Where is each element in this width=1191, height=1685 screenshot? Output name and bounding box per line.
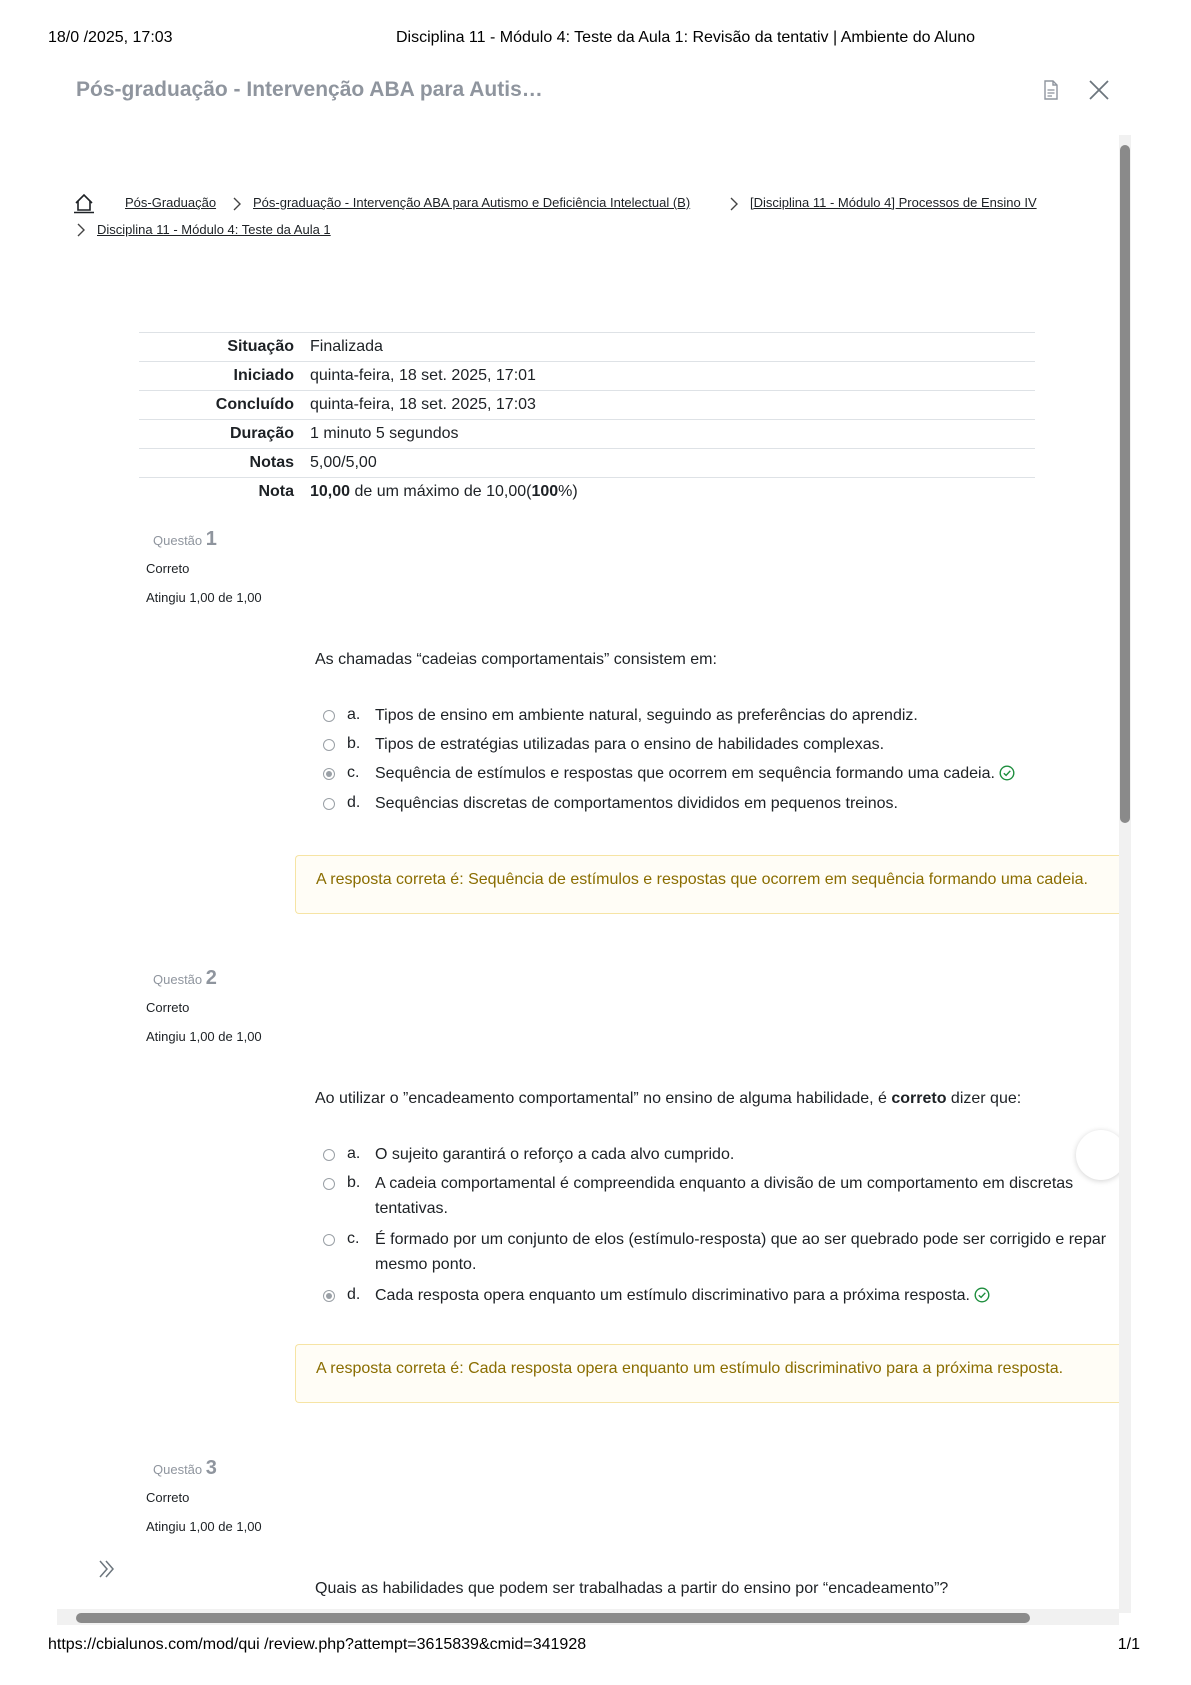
question-status: Correto [146,1000,190,1015]
summary-value: quinta-feira, 18 set. 2025, 17:01 [310,362,1035,391]
summary-label: Duração [139,420,310,449]
summary-value: Finalizada [310,333,1035,362]
print-page-number: 1/1 [1117,1636,1140,1653]
summary-value: 1 minuto 5 segundos [310,420,1035,449]
breadcrumb-item-module[interactable]: [Disciplina 11 - Módulo 4] Processos de Ensino IV [750,195,1037,210]
close-icon[interactable] [1087,78,1111,102]
correct-check-icon [999,765,1015,781]
chevron-right-icon [76,222,86,238]
radio-button[interactable] [323,739,335,751]
summary-label: Situação [139,333,310,362]
question-2-feedback: A resposta correta é: Cada resposta opera enquanto um estímulo discriminativo para a próxima resposta. [295,1344,1120,1403]
summary-row [139,391,1035,420]
question-grade: Atingiu 1,00 de 1,00 [146,590,262,605]
question-3-info [146,1457,262,1534]
summary-row [139,420,1035,449]
horizontal-scrollbar-thumb[interactable] [76,1613,1030,1623]
question-grade: Atingiu 1,00 de 1,00 [146,1029,262,1044]
summary-grade-value: 10,00 de um máximo de 10,00(100%) [310,478,1035,507]
vertical-scrollbar-thumb[interactable] [1120,145,1130,823]
chevron-right-icon [232,196,242,212]
radio-button[interactable] [323,798,335,810]
radio-button[interactable] [323,1149,335,1161]
document-icon[interactable] [1039,78,1063,102]
correct-check-icon [974,1287,990,1303]
question-number: Questão 2 [153,967,217,989]
summary-row-grade [139,478,1035,507]
summary-value: quinta-feira, 18 set. 2025, 17:03 [310,391,1035,420]
home-icon[interactable] [73,192,95,214]
summary-label: Iniciado [139,362,310,391]
radio-button[interactable] [323,1178,335,1190]
course-title: Pós-graduação - Intervenção ABA para Autis… [76,78,543,101]
question-status: Correto [146,561,190,576]
chevron-right-icon [729,196,739,212]
print-document-title: Disciplina 11 - Módulo 4: Teste da Aula 1: Revisão da tentativ | Ambiente do Aluno [396,29,976,46]
radio-button-selected[interactable] [323,768,335,780]
question-number: Questão 1 [153,528,217,550]
question-2-info [146,967,262,1044]
summary-row [139,333,1035,362]
print-url: https://cbialunos.com/mod/qui /review.php?attempt=3615839&cmid=341928 [48,1636,587,1653]
summary-value: 5,00/5,00 [310,449,1035,478]
question-1-info [146,528,262,605]
question-grade: Atingiu 1,00 de 1,00 [146,1519,262,1534]
question-1-text: As chamadas “cadeias comportamentais” consistem em: [315,651,717,668]
radio-button-selected[interactable] [323,1290,335,1302]
summary-row [139,449,1035,478]
open-drawer-icon[interactable] [96,1558,118,1580]
question-number: Questão 3 [153,1457,217,1479]
breadcrumb-item-pos-graduacao[interactable]: Pós-Graduação [125,195,217,210]
question-status: Correto [146,1490,190,1505]
radio-button[interactable] [323,1234,335,1246]
summary-label: Concluído [139,391,310,420]
question-2-text: Ao utilizar o ”encadeamento comportamental” no ensino de alguma habilidade, é correto dizer que: [315,1090,1022,1107]
summary-row [139,362,1035,391]
print-date: 18/0 /2025, 17:03 [48,29,173,46]
breadcrumb-item-course[interactable]: Pós-graduação - Intervenção ABA para Autismo e Deficiência Intelectual (B) [253,195,691,210]
radio-button[interactable] [323,710,335,722]
attempt-summary-table [139,332,1035,506]
summary-label: Nota [139,478,310,507]
breadcrumb-item-quiz[interactable]: Disciplina 11 - Módulo 4: Teste da Aula 1 [97,222,331,237]
summary-label: Notas [139,449,310,478]
question-3-text: Quais as habilidades que podem ser trabalhadas a partir do ensino por “encadeamento”? [315,1580,949,1597]
question-1-feedback: A resposta correta é: Sequência de estímulos e respostas que ocorrem em sequência formando uma cadeia. [295,855,1120,914]
print-header [48,29,1143,49]
